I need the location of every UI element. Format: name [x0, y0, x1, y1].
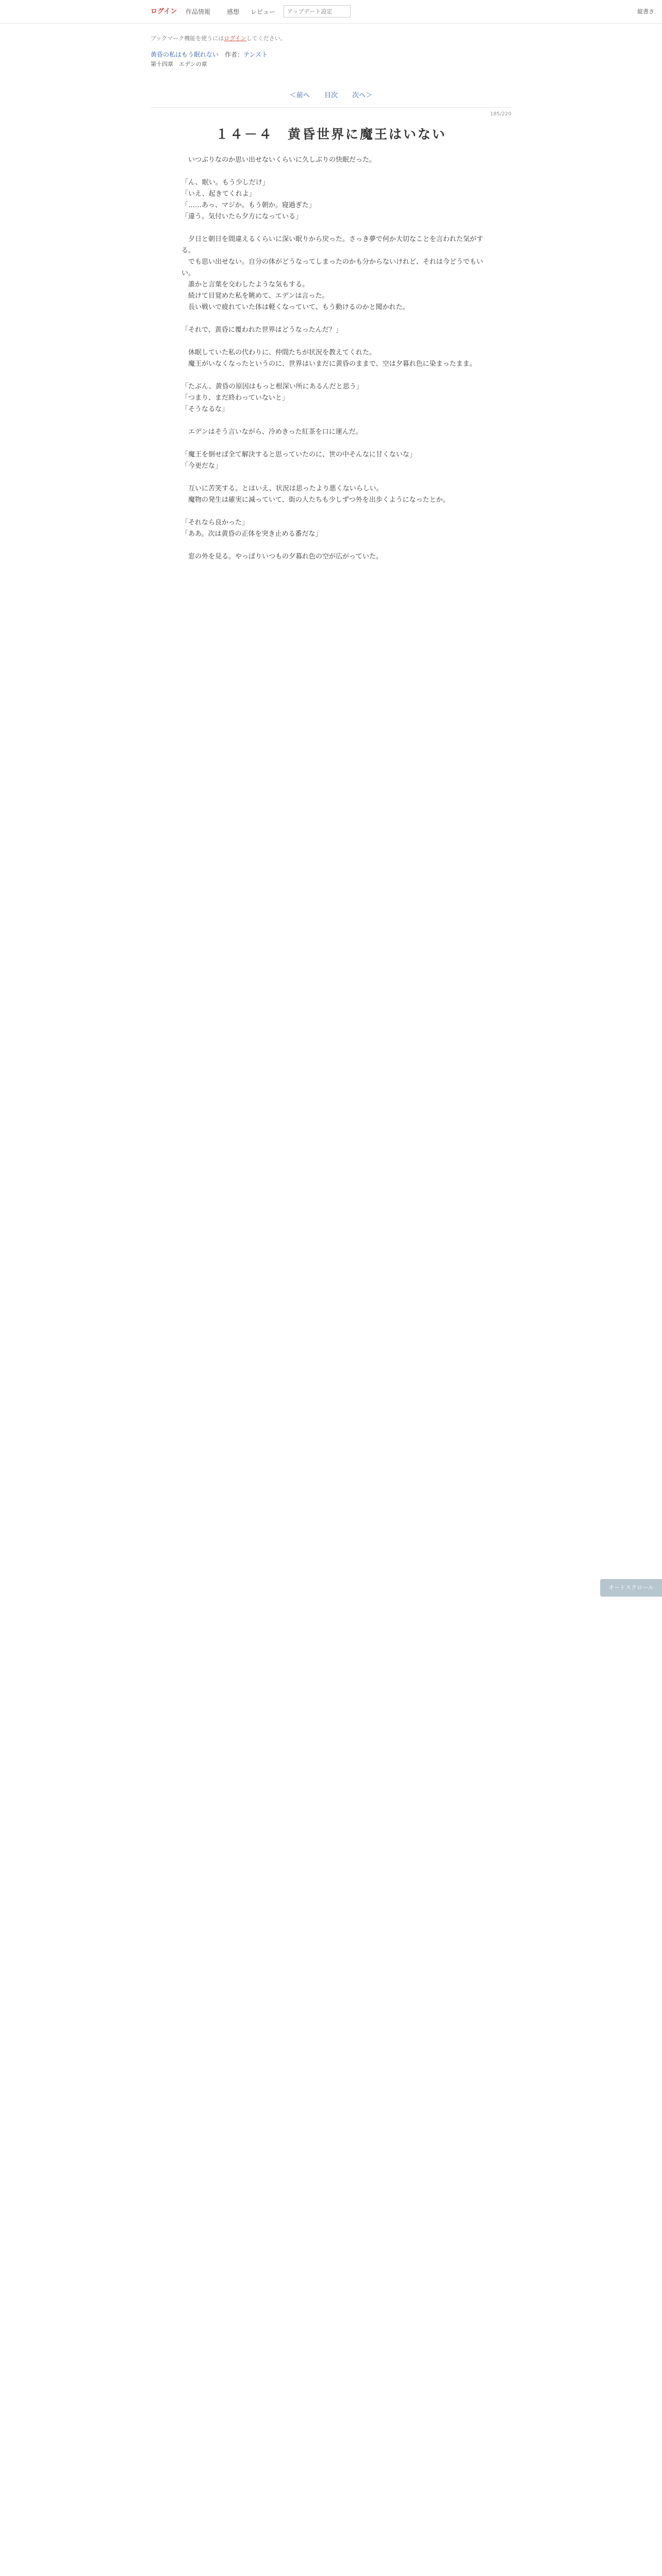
novel-paragraph: エデンはそう言いながら、冷めきった紅茶を口に運んだ。 — [181, 428, 362, 436]
chapter-name: 第十四章 エデンの章 — [151, 61, 207, 67]
novel-paragraph: 夕日と朝日を間違えるくらいに深い眠りから戻った。さっき夢で何か大切なことを言われた気がする。 — [181, 235, 484, 255]
novel-paragraph — [181, 415, 491, 427]
novel-paragraph: 「つまり、まだ終わっていないと」 — [181, 394, 289, 402]
novel-paragraph — [181, 336, 491, 347]
novel-paragraph: 続けて目覚めた私を眺めて、エデンは言った。 — [181, 292, 329, 300]
novel-paragraph: 「そうなるな」 — [181, 405, 229, 413]
novel-paragraph — [181, 370, 491, 381]
bookmark-notice: ブックマーク機能を使うにはログインしてください。 — [151, 35, 286, 42]
episode-title: １４－４ 黄昏世界に魔王はいない — [215, 127, 446, 142]
novel-paragraph: 誰かと言葉を交わしたような気もする。 — [181, 281, 309, 289]
novel-paragraph: 「ん、眠い。もう少しだけ」 — [181, 179, 269, 187]
nav-reviews[interactable]: レビュー — [251, 8, 276, 15]
novel-paragraph — [181, 472, 491, 483]
novel-paragraph — [181, 166, 491, 177]
header-divider — [151, 107, 511, 108]
novel-paragraph: 「それで、黄昏に覆われた世界はどうなったんだ？」 — [181, 326, 342, 334]
novel-paragraph: 「いえ、起きてくれよ」 — [181, 190, 256, 198]
novel-paragraph: 窓の外を見る。やっぱりいつもの夕暮れ色の空が広がっていた。 — [181, 553, 383, 561]
novel-paragraph: いつぶりなのか思い出せないくらいに久しぶりの快眠だった。 — [181, 156, 376, 164]
work-header — [151, 34, 511, 69]
novel-paragraph: 「……あっ、マジか。もう朝か。寝過ぎた」 — [181, 201, 316, 209]
novel-paragraph: 長い戦いで疲れていた体は軽くなっていて、もう動けるのかと聞かれた。 — [181, 303, 409, 311]
novel-paragraph: 「ああ。次は黄昏の正体を突き止める番だな」 — [181, 530, 322, 538]
novel-paragraph: 魔王がいなくなったというのに、世界はいまだに黄昏のままで、空は夕暮れ色に染まったまま。 — [181, 360, 476, 368]
novel-paragraph — [181, 438, 491, 449]
novel-paragraph — [181, 540, 491, 551]
episode-number: 185/220 — [490, 111, 511, 117]
work-title-link[interactable]: 黄昏の私はもう眠れない — [151, 51, 219, 58]
novel-paragraph: 休眠していた私の代わりに、仲間たちが状況を教えてくれた。 — [181, 349, 376, 357]
index-link[interactable]: 目次 — [324, 92, 338, 99]
nav-impressions[interactable]: 感想 — [227, 8, 240, 15]
nav-work-info[interactable]: 作品情報 — [186, 8, 211, 15]
novel-paragraph: 魔物の発生は確実に減っていて、街の人たちも少しずつ外を出歩くようになったとか。 — [181, 496, 450, 504]
novel-paragraph: 「魔王を倒せば全て解決すると思っていたのに、世の中そんなに甘くないな」 — [181, 451, 417, 459]
novel-body — [181, 155, 491, 563]
novel-paragraph: 互いに苦笑する。とはいえ、状況は思ったより悪くないらしい。 — [181, 485, 383, 493]
prev-episode-link[interactable]: ＜前へ — [289, 92, 310, 99]
novel-paragraph — [181, 506, 491, 517]
episode-pager-top — [151, 91, 511, 101]
novel-paragraph: 「違う。気付いたら夕方になっている」 — [181, 213, 303, 221]
next-episode-link[interactable]: 次へ＞ — [352, 92, 373, 99]
vertical-writing-toggle[interactable]: 縦書き — [637, 8, 654, 15]
novel-paragraph — [181, 223, 491, 234]
novel-paragraph: 「たぶん、黄昏の原因はもっと根深い所にあるんだと思う」 — [181, 383, 363, 391]
novel-paragraph: 「今更だな」 — [181, 462, 222, 470]
login-link[interactable]: ログイン — [151, 8, 177, 15]
author-link[interactable]: テンスト — [243, 51, 268, 58]
auto-scroll-button[interactable]: オートスクロール — [600, 1579, 662, 1597]
novel-paragraph — [181, 313, 491, 325]
bookmark-login-link[interactable]: ログイン — [224, 35, 246, 42]
work-title-line: 黄昏の私はもう眠れない 作者：テンスト — [151, 51, 268, 58]
search-input[interactable] — [284, 5, 351, 18]
novel-paragraph: でも思い出せない。自分の体がどうなってしまったのかも分からないけれど、それは今どうでもいい。 — [181, 258, 484, 277]
novel-paragraph: 「それなら良かった」 — [181, 519, 249, 527]
top-bar — [0, 0, 662, 24]
